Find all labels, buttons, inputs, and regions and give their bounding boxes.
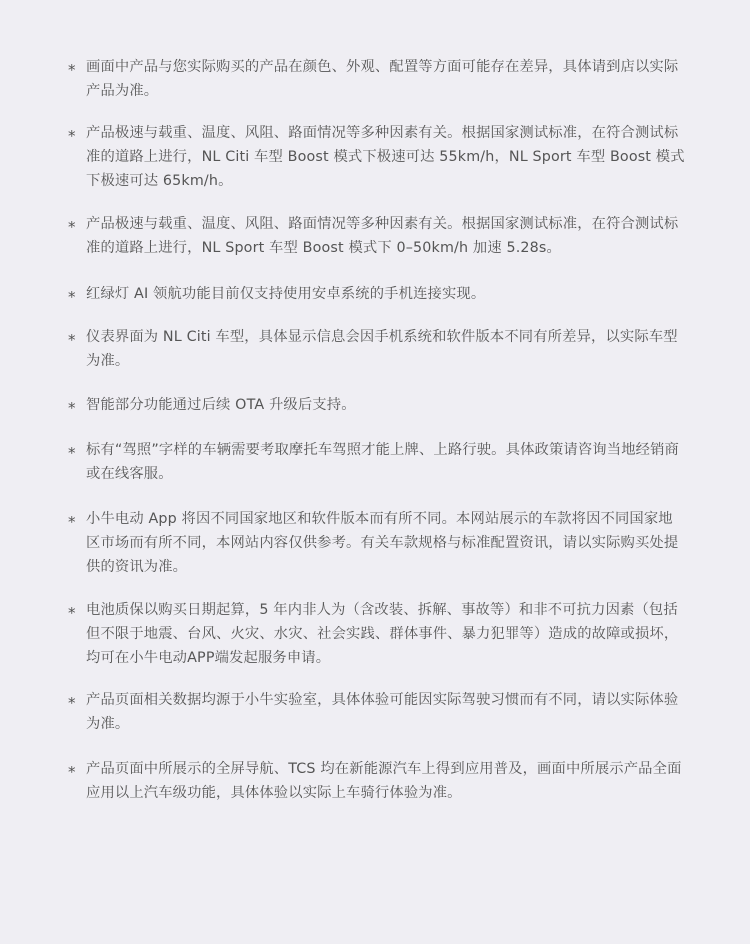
note-text: 产品极速与载重、温度、风阻、路面情况等多种因素有关。根据国家测试标准，在符合测试标准的道路上进行，NL Sport 车型 Boost 模式下 0–50km/h 加速 5.28s。 xyxy=(86,216,679,256)
bullet-asterisk: * xyxy=(68,444,76,462)
bullet-asterisk: * xyxy=(68,61,76,79)
note-text: 产品极速与载重、温度、风阻、路面情况等多种因素有关。根据国家测试标准，在符合测试标准的道路上进行，NL Citi 车型 Boost 模式下极速可达 55km/h，NL Sport 车型 Boost 模式下极速可达 65km/h。 xyxy=(86,125,685,189)
note-text: 小牛电动 App 将因不同国家地区和软件版本而有所不同。本网站展示的车款将因不同国家地区市场而有所不同，本网站内容仅供参考。有关车款规格与标准配置资讯，请以实际购买处提供的资讯为准。 xyxy=(86,511,679,575)
bullet-asterisk: * xyxy=(68,694,76,712)
bullet-asterisk: * xyxy=(68,127,76,145)
note-text: 电池质保以购买日期起算，5 年内非人为（含改装、拆解、事故等）和非不可抗力因素（包括但不限于地震、台风、火灾、水灾、社会实践、群体事件、暴力犯罪等）造成的故障或损坏，均可在小牛电动APP端发起服务申请。 xyxy=(86,602,679,666)
note-text: 智能部分功能通过后续 OTA 升级后支持。 xyxy=(86,397,356,413)
bullet-asterisk: * xyxy=(68,331,76,349)
note-text: 产品页面中所展示的全屏导航、TCS 均在新能源汽车上得到应用普及，画面中所展示产品全面应用以上汽车级功能，具体体验以实际上车骑行体验为准。 xyxy=(86,761,682,801)
bullet-asterisk: * xyxy=(68,604,76,622)
note-text: 画面中产品与您实际购买的产品在颜色、外观、配置等方面可能存在差异，具体请到店以实际产品为准。 xyxy=(86,59,679,99)
note-text: 红绿灯 AI 领航功能目前仅支持使用安卓系统的手机连接实现。 xyxy=(86,286,486,302)
bullet-asterisk: * xyxy=(68,763,76,781)
note-text: 产品页面相关数据均源于小牛实验室，具体体验可能因实际驾驶习惯而有不同，请以实际体验为准。 xyxy=(86,692,679,732)
bullet-asterisk: * xyxy=(68,399,76,417)
bullet-asterisk: * xyxy=(68,288,76,306)
bullet-asterisk: * xyxy=(68,513,76,531)
note-text: 仪表界面为 NL Citi 车型，具体显示信息会因手机系统和软件版本不同有所差异，以实际车型为准。 xyxy=(86,329,678,369)
bullet-asterisk: * xyxy=(68,218,76,236)
note-text: 标有“驾照”字样的车辆需要考取摩托车驾照才能上牌、上路行驶。具体政策请咨询当地经销商或在线客服。 xyxy=(86,442,679,482)
